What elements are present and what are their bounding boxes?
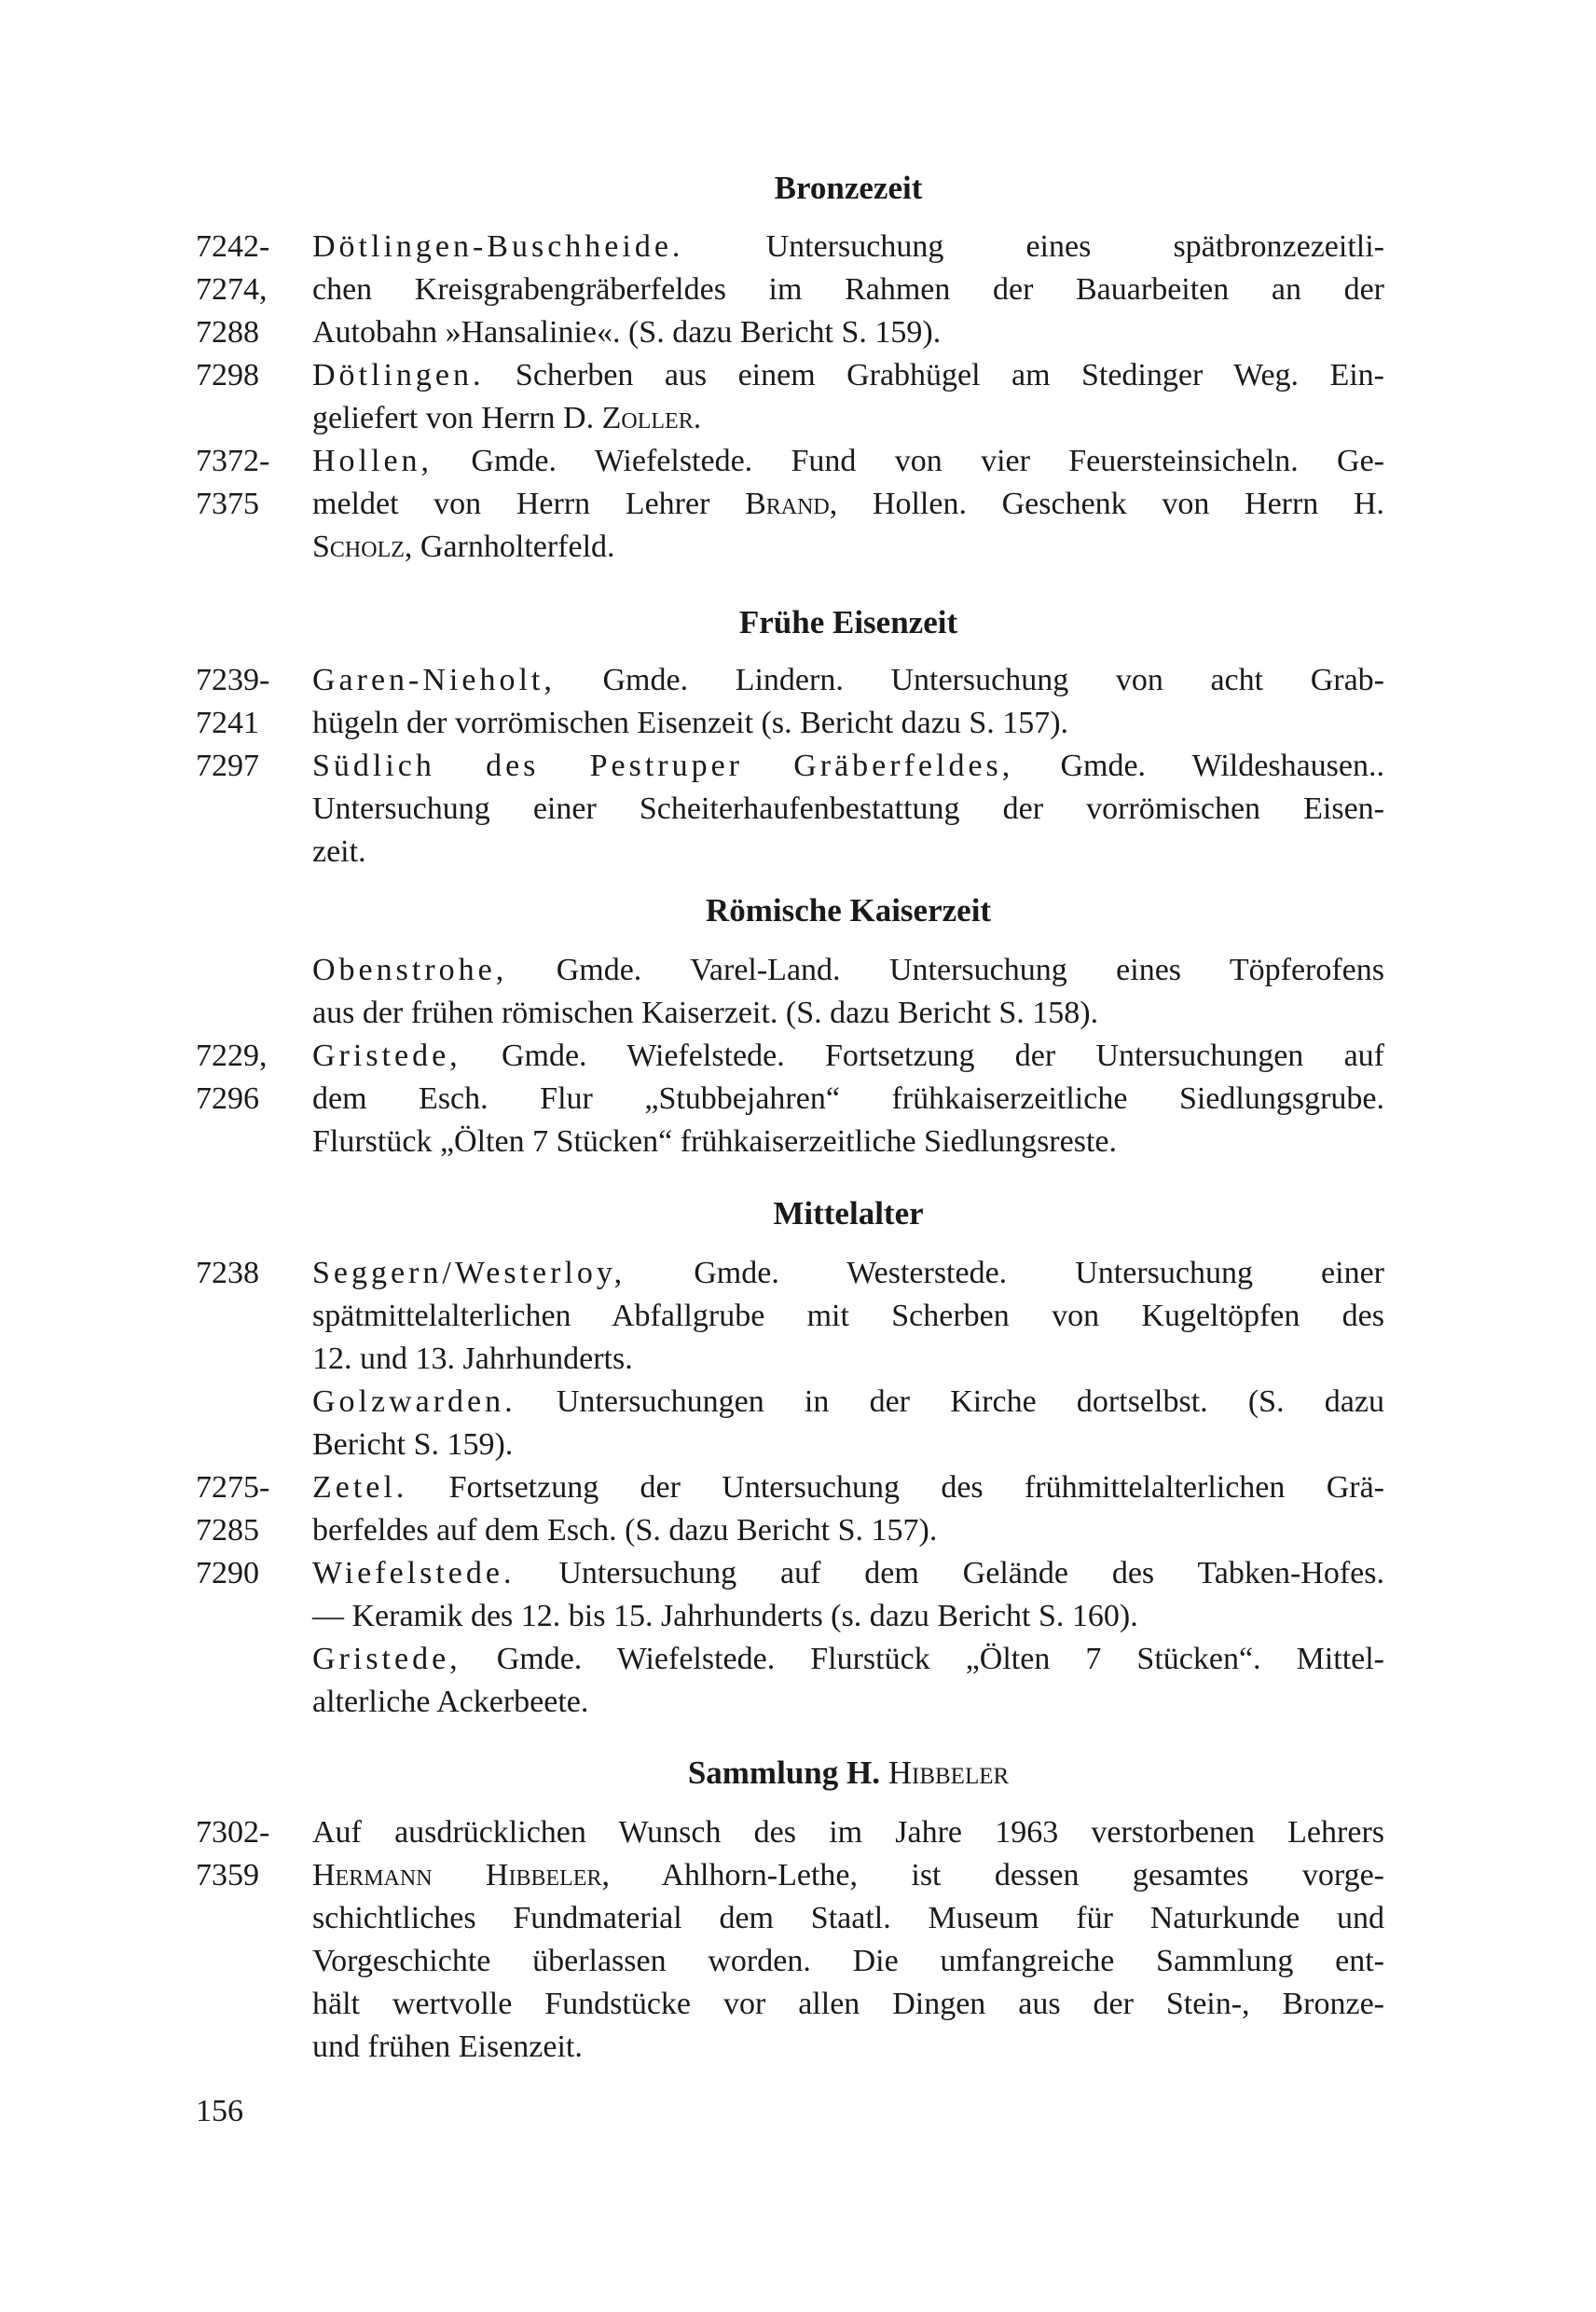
catalog-number: 7298 [196,358,259,392]
entry-line: Auf ausdrücklichen Wunsch des im Jahre 1963 verstorbenen Lehrers [312,1815,1384,1850]
catalog-number: 7241 [196,706,259,740]
entry-text: Gmde. Wiefelstede. Flurstück „Ölten 7 Stücken“. Mittel- [496,1642,1384,1676]
entry-line [312,949,1384,992]
catalog-number: 7285 [196,1513,259,1548]
entry-line: alterliche Ackerbeete. [312,1685,589,1719]
entry-line [312,659,1384,702]
catalog-number: 7359 [196,1858,259,1892]
page-number: 156 [196,2094,243,2128]
person-name: Hermann Hibbeler [312,1858,602,1892]
section-heading-mittelalter: Mittelalter [773,1195,924,1232]
catalog-number: 7274, [196,272,268,307]
entry-text: , Ahlhorn-Lethe, ist dessen gesamtes vorge- [601,1858,1385,1892]
entry-line: hügeln der vorrömischen Eisenzeit (s. Bericht dazu S. 157). [312,706,1069,740]
entry-line [312,397,1384,440]
entry-text: Untersuchungen in der Kirche dortselbst. (S. dazu [556,1384,1384,1419]
entry-line: Untersuchung einer Scheiterhaufenbestattung der vorrömischen Eisen- [312,791,1384,826]
entry-text: . [693,401,702,435]
place-name: Wiefelstede. [312,1556,516,1590]
catalog-number: 7296 [196,1081,259,1116]
entry-line: dem Esch. Flur „Stubbejahren“ frühkaiserzeitliche Siedlungsgrube. [312,1081,1384,1116]
entry-line: und frühen Eisenzeit. [312,2030,583,2064]
entry-line: zeit. [312,834,366,869]
section-heading-fruehe-eisenzeit: Frühe Eisenzeit [738,604,958,640]
entry-line: — Keramik des 12. bis 15. Jahrhunderts (s. dazu Bericht S. 160). [312,1599,1138,1633]
person-name: Hibbeler [887,1755,1010,1791]
entry-line: chen Kreisgrabengräberfeldes im Rahmen der Bauarbeiten an der [312,272,1384,307]
entry-text: Gmde. Lindern. Untersuchung von acht Grab- [602,663,1384,697]
heading-text: Sammlung H. [687,1755,880,1791]
catalog-number: 7288 [196,315,259,350]
entry-line: aus der frühen römischen Kaiserzeit. (S. dazu Bericht S. 158). [312,996,1099,1030]
entry-line: Vorgeschichte überlassen worden. Die umfangreiche Sammlung ent- [312,1944,1384,1978]
entry-line [312,526,1384,569]
entry-text: Gmde. Varel-Land. Untersuchung eines Töpferofens [556,953,1385,987]
entry-line: Autobahn »Hansalinie«. (S. dazu Bericht S. 159). [312,315,942,350]
entry-line: spätmittelalterlichen Abfallgrube mit Scherben von Kugeltöpfen des [312,1299,1384,1333]
entry-line [312,1381,1384,1424]
person-name: Scholz [312,530,405,564]
entry-line: Flurstück „Ölten 7 Stücken“ frühkaiserzeitliche Siedlungsreste. [312,1124,1117,1159]
catalog-number: 7238 [196,1256,259,1290]
place-name: Gristede, [312,1039,461,1073]
entry-text: Untersuchung auf dem Gelände des Tabken-Hofes. [558,1556,1384,1590]
entry-line: hält wertvolle Fundstücke vor allen Dingen aus der Stein-, Bronze- [312,1987,1384,2021]
catalog-number: 7297 [196,749,259,783]
catalog-number: 7275- [196,1470,270,1505]
entry-line [312,483,1384,526]
catalog-number: 7229, [196,1039,268,1073]
entry-text: meldet von Herrn Lehrer [312,487,710,521]
place-name: Golzwarden. [312,1384,516,1419]
entry-text: Untersuchung eines spätbronzezeitli- [765,229,1385,264]
entry-text: Gmde. Wildeshausen.. [1060,749,1384,783]
person-name: Brand [745,487,830,521]
entry-line [312,1552,1384,1595]
entry-line [312,1252,1384,1295]
entry-text: Gmde. Wiefelstede. Fund von vier Feuersteinsicheln. Ge- [471,444,1385,478]
entry-line [312,440,1384,483]
entry-line [312,1854,1384,1897]
entry-line: 12. und 13. Jahrhunderts. [312,1342,633,1376]
section-heading-roemische-kaiserzeit: Römische Kaiserzeit [705,892,992,929]
entry-line [312,1466,1384,1509]
catalog-number: 7239- [196,663,270,697]
entry-line [312,354,1384,397]
entry-line [312,1035,1384,1078]
entry-line: berfeldes auf dem Esch. (S. dazu Bericht S. 157). [312,1513,938,1548]
entry-line: Bericht S. 159). [312,1427,514,1462]
entry-text: , Hollen. Geschenk von Herrn H. [829,487,1385,521]
section-heading-sammlung-hibbeler [312,1753,1384,1794]
place-name: Garen-Nieholt, [312,663,556,697]
catalog-number: 7372- [196,444,270,478]
place-name: Dötlingen. [312,358,485,392]
entry-line [312,1638,1384,1681]
catalog-number: 7242- [196,229,270,264]
place-name: Südlich des Pestruper Gräberfeldes, [312,749,1014,783]
entry-line [312,745,1384,788]
catalog-number: 7375 [196,487,259,521]
entry-line [312,226,1384,268]
entry-text: Gmde. Westerstede. Untersuchung einer [694,1256,1385,1290]
section-heading-bronzezeit: Bronzezeit [774,170,923,206]
place-name: Obenstrohe, [312,953,508,987]
person-name: Zoller [601,401,694,435]
place-name: Zetel. [312,1470,408,1505]
place-name: Dötlingen-Buschheide. [312,229,684,264]
entry-text: , Garnholterfeld. [404,530,615,564]
entry-text: geliefert von Herrn D. [312,401,595,435]
catalog-number: 7290 [196,1556,259,1590]
catalog-number: 7302- [196,1815,270,1850]
place-name: Hollen, [312,444,433,478]
entry-text: Fortsetzung der Untersuchung des frühmittelalterlichen Grä- [448,1470,1385,1505]
entry-line: schichtliches Fundmaterial dem Staatl. Museum für Naturkunde und [312,1901,1384,1935]
entry-text: Scherben aus einem Grabhügel am Stedinger Weg. Ein- [515,358,1384,392]
entry-text: Gmde. Wiefelstede. Fortsetzung der Untersuchungen auf [501,1039,1385,1073]
place-name: Seggern/Westerloy, [312,1256,626,1290]
place-name: Gristede, [312,1642,461,1676]
